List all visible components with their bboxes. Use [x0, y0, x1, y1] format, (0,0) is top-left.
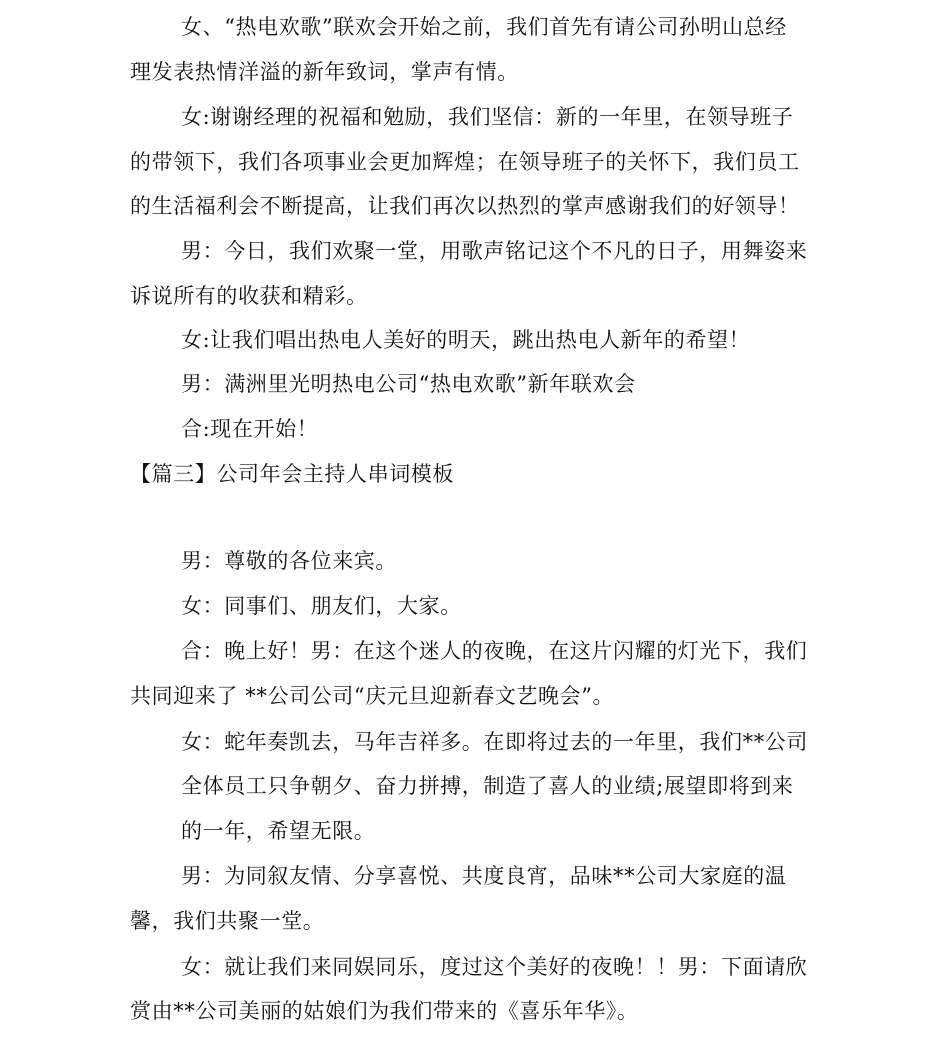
text-line: 女、“热电欢歌”联欢会开始之前，我们首先有请公司孙明山总经: [181, 15, 787, 39]
text-line: 男：尊敬的各位来宾。: [181, 549, 397, 573]
text-line: 女：同事们、朋友们，大家。: [181, 594, 462, 618]
text-line: 全体员工只争朝夕、奋力拼搏，制造了喜人的业绩;展望即将到来: [181, 774, 794, 798]
text-line: 女:谢谢经理的祝福和勉励，我们坚信：新的一年里，在领导班子: [181, 105, 794, 129]
text-line: 女：就让我们来同娱同乐，度过这个美好的夜晚！！男：下面请欣: [181, 955, 808, 979]
text-line: 合:现在开始！: [181, 417, 319, 441]
text-line: 诉说所有的收获和精彩。: [130, 284, 368, 308]
text-line: 合：晚上好！男：在这个迷人的夜晚，在这片闪耀的灯光下，我们: [181, 639, 808, 663]
section-heading: 【篇三】公司年会主持人串词模板: [130, 462, 454, 486]
text-line: 馨，我们共聚一堂。: [130, 909, 325, 933]
text-line: 男：满洲里光明热电公司“热电欢歌”新年联欢会: [181, 372, 636, 396]
text-line: 的一年，希望无限。: [181, 819, 376, 843]
text-line: 女:让我们唱出热电人美好的明天，跳出热电人新年的希望！: [181, 328, 751, 352]
text-line: 共同迎来了 **公司公司“庆元旦迎新春文艺晚会”。: [130, 684, 615, 708]
text-line: 男：今日，我们欢聚一堂，用歌声铭记这个不凡的日子，用舞姿来: [181, 239, 808, 263]
text-line: 女：蛇年奏凯去，马年吉祥多。在即将过去的一年里，我们**公司: [181, 730, 808, 754]
text-line: 的生活福利会不断提高，让我们再次以热烈的掌声感谢我们的好领导！: [130, 194, 800, 218]
text-line: 赏由**公司美丽的姑娘们为我们带来的《喜乐年华》。: [130, 999, 639, 1023]
text-line: 男：为同叙友情、分享喜悦、共度良宵，品味**公司大家庭的温: [181, 864, 787, 888]
text-line: 理发表热情洋溢的新年致词，掌声有情。: [130, 60, 519, 84]
text-line: 的带领下，我们各项事业会更加辉煌；在领导班子的关怀下，我们员工: [130, 150, 800, 174]
